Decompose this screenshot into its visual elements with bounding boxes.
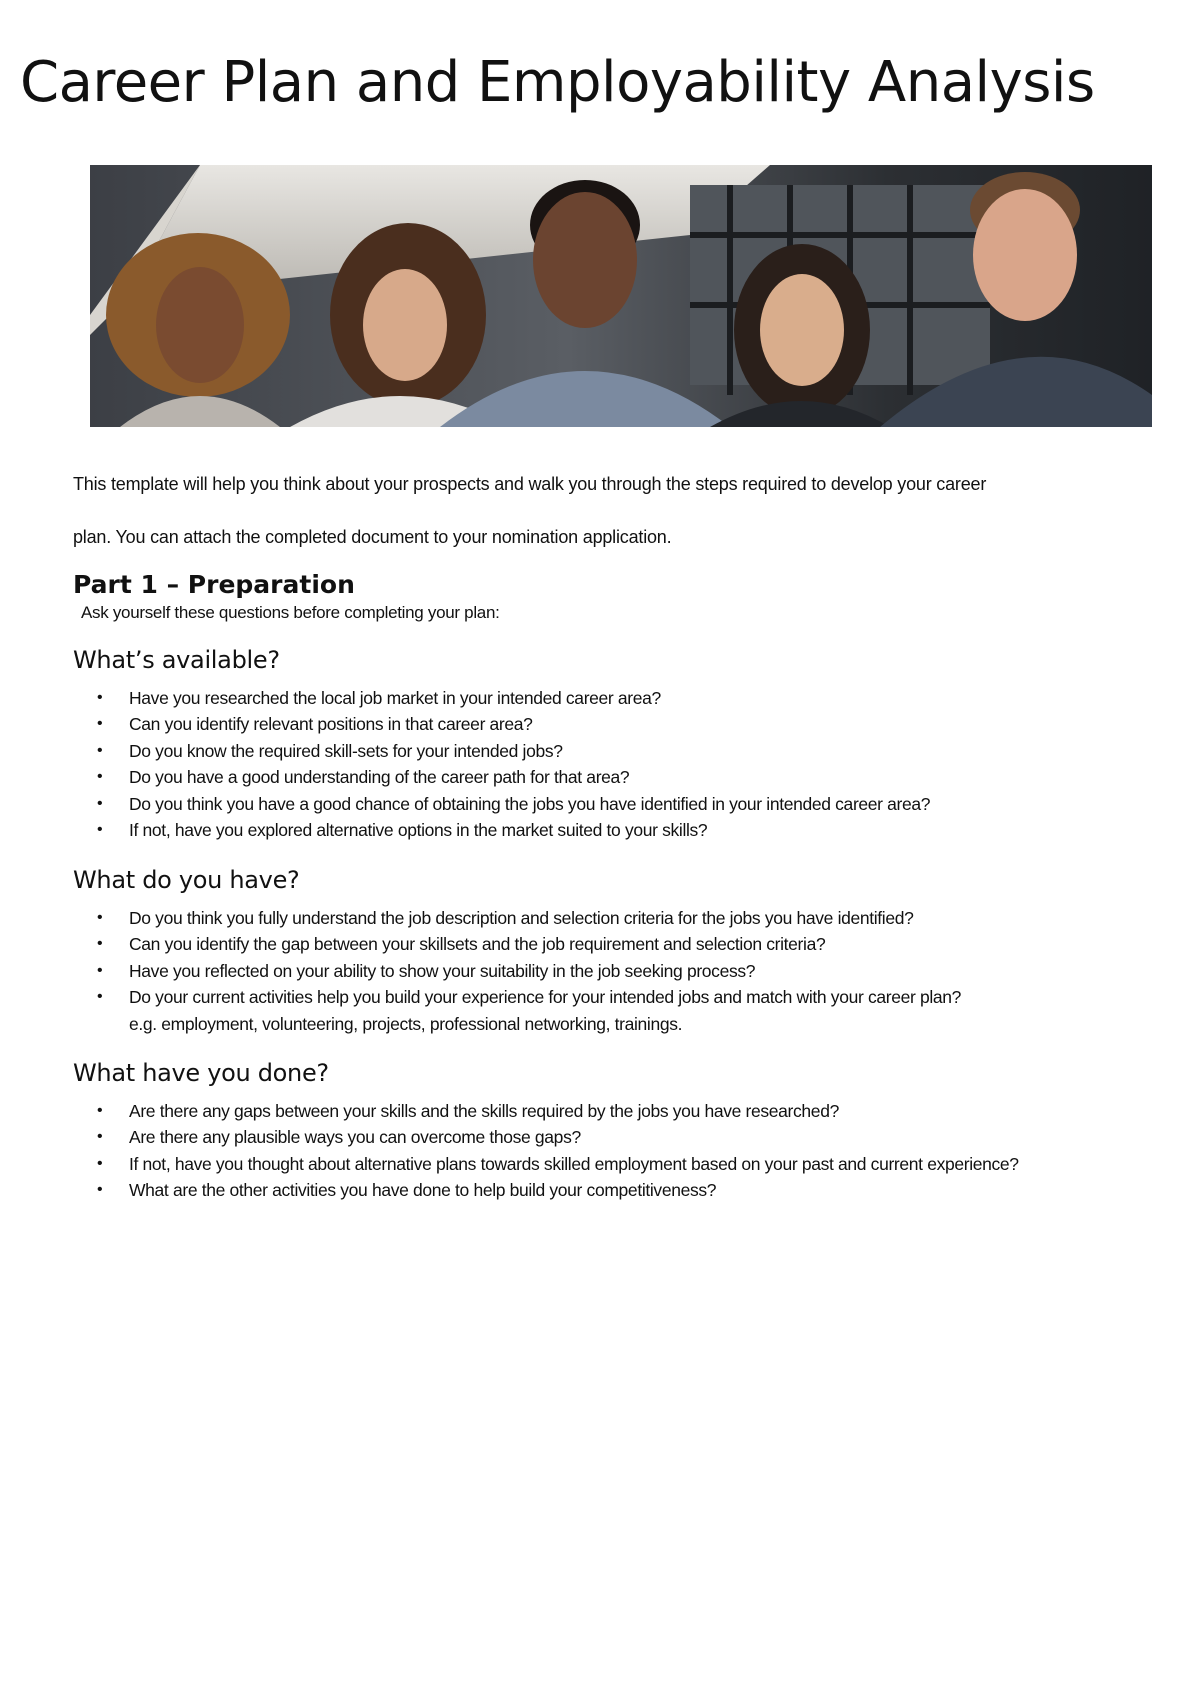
intro-line-1: This template will help you think about your prospects and walk you through the steps required to develop your career <box>73 474 987 494</box>
section-heading-available: What’s available? <box>73 646 280 675</box>
list-item: • Can you identify relevant positions in that career area? <box>129 711 1133 738</box>
section-heading-done: What have you done? <box>73 1059 329 1088</box>
list-available <box>73 685 1133 844</box>
list-item-text: • Do your current activities help you build your experience for your intended jobs and match with your career plan? <box>129 987 962 1008</box>
section-heading-have: What do you have? <box>73 865 300 894</box>
document-body <box>73 458 1133 1204</box>
list-have <box>73 905 1133 1038</box>
intro-paragraph <box>73 458 1133 564</box>
list-item: • Have you reflected on your ability to show your suitability in the job seeking process? <box>129 958 1133 985</box>
list-item: • What are the other activities you have done to help build your competitiveness? <box>129 1177 1133 1204</box>
list-item: • Do you know the required skill-sets for your intended jobs? <box>129 738 1133 765</box>
list-item-continuation: e.g. employment, volunteering, projects, professional networking, trainings. <box>129 1013 683 1034</box>
list-done <box>73 1098 1133 1204</box>
list-item: • Are there any plausible ways you can overcome those gaps? <box>129 1124 1133 1151</box>
list-item: • Can you identify the gap between your skillsets and the job requirement and selection criteria? <box>129 931 1133 958</box>
part-1-heading: Part 1 – Preparation <box>73 570 355 599</box>
list-item <box>129 984 1133 1037</box>
list-item: • Have you researched the local job market in your intended career area? <box>129 685 1133 712</box>
list-item: • If not, have you thought about alternative plans towards skilled employment based on your past and current experience? <box>129 1151 1133 1178</box>
intro-line-2: plan. You can attach the completed document to your nomination application. <box>73 527 672 547</box>
list-item: • Are there any gaps between your skills and the skills required by the jobs you have researched? <box>129 1098 1133 1125</box>
list-item: • Do you think you fully understand the job description and selection criteria for the jobs you have identified? <box>129 905 1133 932</box>
list-item: • If not, have you explored alternative options in the market suited to your skills? <box>129 817 1133 844</box>
list-item: • Do you think you have a good chance of obtaining the jobs you have identified in your intended career area? <box>129 791 1133 818</box>
document-title: Career Plan and Employability Analysis <box>20 50 1095 115</box>
team-photo-image <box>90 165 1152 427</box>
list-item: • Do you have a good understanding of the career path for that area? <box>129 764 1133 791</box>
part-1-subtitle: Ask yourself these questions before completing your plan: <box>81 603 500 622</box>
